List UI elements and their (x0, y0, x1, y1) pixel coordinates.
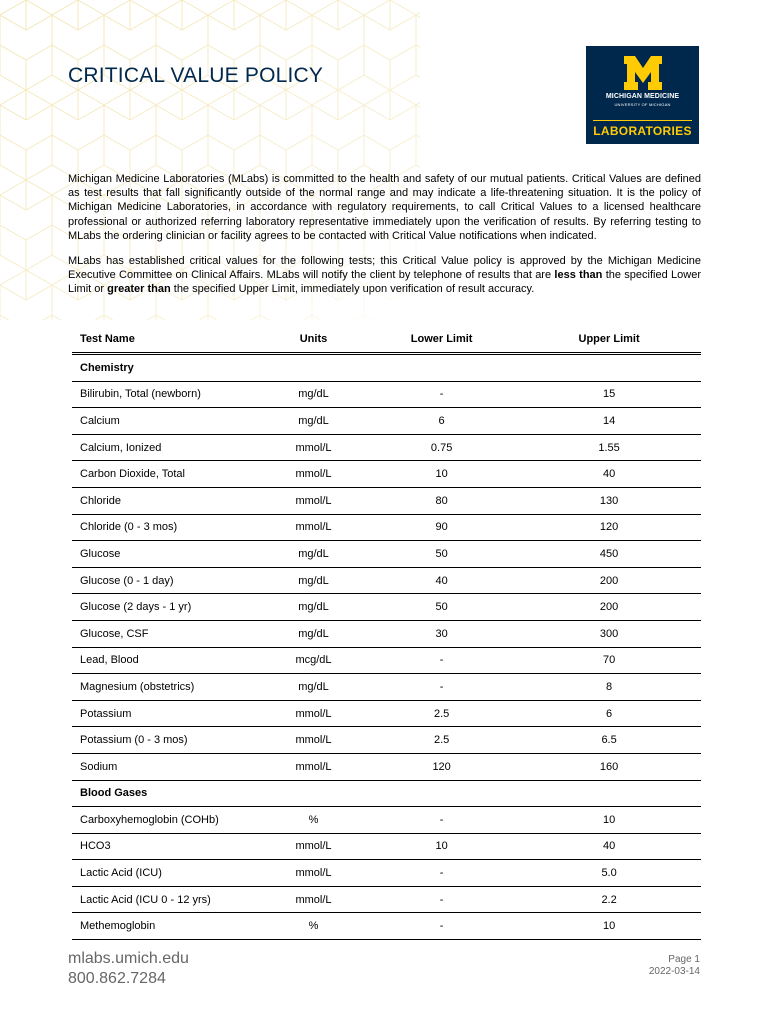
table-row (72, 514, 701, 541)
table-row (72, 487, 701, 514)
cell-units: mmol/L (261, 434, 366, 461)
logo-name: MICHIGAN MEDICINE (605, 93, 680, 100)
table-row (72, 567, 701, 594)
cell-upper-limit: 15 (517, 381, 701, 408)
cell-test-name: Calcium, Ionized (72, 434, 261, 461)
cell-test-name: Calcium (72, 408, 261, 435)
cell-units: mmol/L (261, 833, 366, 860)
cell-upper-limit: 70 (517, 647, 701, 674)
table-row (72, 913, 701, 940)
section-title: Blood Gases (72, 780, 701, 807)
policy-greater-than: greater than (107, 283, 171, 296)
cell-lower-limit: - (366, 860, 517, 887)
table-row (72, 886, 701, 913)
cell-test-name: Chloride (72, 487, 261, 514)
cell-upper-limit: 40 (517, 461, 701, 488)
table-row (72, 833, 701, 860)
section-row (72, 354, 701, 382)
cell-lower-limit: 50 (366, 594, 517, 621)
cell-test-name: Lactic Acid (ICU) (72, 860, 261, 887)
cell-upper-limit: 200 (517, 594, 701, 621)
cell-units: % (261, 913, 366, 940)
cell-lower-limit: - (366, 913, 517, 940)
table-row (72, 807, 701, 834)
cell-units: mmol/L (261, 753, 366, 780)
cell-lower-limit: 2.5 (366, 700, 517, 727)
section-title: Chemistry (72, 354, 701, 382)
cell-lower-limit: 10 (366, 833, 517, 860)
cell-lower-limit: - (366, 807, 517, 834)
block-m-icon (622, 56, 664, 90)
document-date: 2022-03-14 (648, 966, 700, 977)
table-row (72, 753, 701, 780)
cell-units: mmol/L (261, 700, 366, 727)
table-row (72, 860, 701, 887)
policy-less-than: less than (554, 269, 603, 282)
cell-test-name: Potassium (0 - 3 mos) (72, 727, 261, 754)
page-number: Page 1 (668, 954, 700, 965)
table-row (72, 461, 701, 488)
cell-upper-limit: 10 (517, 807, 701, 834)
table-row (72, 594, 701, 621)
cell-upper-limit: 2.2 (517, 886, 701, 913)
header-units: Units (261, 325, 366, 354)
cell-upper-limit: 130 (517, 487, 701, 514)
table-row (72, 674, 701, 701)
cell-lower-limit: 120 (366, 753, 517, 780)
footer-url[interactable]: mlabs.umich.edu (68, 950, 189, 967)
header-upper-limit: Upper Limit (517, 325, 701, 354)
logo-department: LABORATORIES (593, 124, 692, 138)
cell-upper-limit: 450 (517, 541, 701, 568)
policy-paragraph (68, 254, 701, 297)
cell-test-name: Glucose (2 days - 1 yr) (72, 594, 261, 621)
header-test-name: Test Name (72, 325, 261, 354)
policy-text-c: the specified Upper Limit, immediately upon verification of result accuracy. (170, 283, 535, 296)
footer-phone: 800.862.7284 (68, 970, 166, 987)
cell-test-name: Glucose, CSF (72, 620, 261, 647)
cell-test-name: Carbon Dioxide, Total (72, 461, 261, 488)
cell-upper-limit: 200 (517, 567, 701, 594)
cell-upper-limit: 10 (517, 913, 701, 940)
cell-lower-limit: - (366, 647, 517, 674)
cell-units: mmol/L (261, 886, 366, 913)
cell-lower-limit: 40 (366, 567, 517, 594)
table-row (72, 434, 701, 461)
cell-lower-limit: 90 (366, 514, 517, 541)
critical-values-table (72, 325, 701, 940)
cell-upper-limit: 14 (517, 408, 701, 435)
table-header-row (72, 325, 701, 354)
cell-units: mg/dL (261, 541, 366, 568)
cell-test-name: Chloride (0 - 3 mos) (72, 514, 261, 541)
policy-text-a: MLabs has established critical values for the following tests; this Critical Value policy is approved by the Michigan Medicine Executive Committee on Clinical Affairs. MLabs will notify the client by telephone of results that are (68, 255, 701, 282)
cell-test-name: Lactic Acid (ICU 0 - 12 yrs) (72, 886, 261, 913)
table-row (72, 541, 701, 568)
cell-units: mcg/dL (261, 647, 366, 674)
cell-upper-limit: 120 (517, 514, 701, 541)
cell-lower-limit: 50 (366, 541, 517, 568)
intro-paragraph: Michigan Medicine Laboratories (MLabs) is committed to the health and safety of our mutual patients. Critical Values are defined as test results that fall significantly outside of the normal range and may indicate a life-threatening situation. It is the policy of Michigan Medicine Laboratories, in accordance with regulatory requirements, to call Critical Values to a licensed healthcare professional or authorized referring laboratory representative immediately upon the verification of results. By referring testing to MLabs the ordering clinician or facility agrees to be contacted with Critical Value notifications when indicated. (68, 173, 701, 242)
cell-lower-limit: - (366, 381, 517, 408)
cell-test-name: Glucose (0 - 1 day) (72, 567, 261, 594)
cell-upper-limit: 6.5 (517, 727, 701, 754)
table-body (72, 354, 701, 940)
cell-units: mg/dL (261, 381, 366, 408)
michigan-medicine-logo (586, 46, 699, 144)
table-row (72, 620, 701, 647)
cell-upper-limit: 40 (517, 833, 701, 860)
cell-units: mmol/L (261, 461, 366, 488)
cell-upper-limit: 1.55 (517, 434, 701, 461)
logo-divider (593, 120, 692, 121)
logo-subtitle: UNIVERSITY OF MICHIGAN (614, 102, 671, 107)
cell-upper-limit: 8 (517, 674, 701, 701)
section-row (72, 780, 701, 807)
cell-lower-limit: - (366, 674, 517, 701)
cell-lower-limit: 30 (366, 620, 517, 647)
table-row (72, 381, 701, 408)
cell-units: mg/dL (261, 408, 366, 435)
cell-lower-limit: 0.75 (366, 434, 517, 461)
cell-upper-limit: 6 (517, 700, 701, 727)
cell-upper-limit: 160 (517, 753, 701, 780)
cell-lower-limit: - (366, 886, 517, 913)
cell-test-name: Methemoglobin (72, 913, 261, 940)
cell-test-name: Bilirubin, Total (newborn) (72, 381, 261, 408)
cell-upper-limit: 5.0 (517, 860, 701, 887)
cell-test-name: Glucose (72, 541, 261, 568)
table-row (72, 727, 701, 754)
cell-units: mmol/L (261, 514, 366, 541)
cell-lower-limit: 10 (366, 461, 517, 488)
cell-test-name: HCO3 (72, 833, 261, 860)
cell-units: mg/dL (261, 567, 366, 594)
cell-test-name: Lead, Blood (72, 647, 261, 674)
cell-lower-limit: 2.5 (366, 727, 517, 754)
cell-test-name: Magnesium (obstetrics) (72, 674, 261, 701)
table-row (72, 700, 701, 727)
cell-units: % (261, 807, 366, 834)
cell-upper-limit: 300 (517, 620, 701, 647)
cell-units: mg/dL (261, 594, 366, 621)
page-title: CRITICAL VALUE POLICY (68, 64, 324, 87)
cell-units: mg/dL (261, 674, 366, 701)
cell-test-name: Potassium (72, 700, 261, 727)
header-lower-limit: Lower Limit (366, 325, 517, 354)
cell-units: mmol/L (261, 487, 366, 514)
cell-units: mg/dL (261, 620, 366, 647)
cell-units: mmol/L (261, 727, 366, 754)
cell-lower-limit: 80 (366, 487, 517, 514)
table-row (72, 408, 701, 435)
policy-text-b: the specified Lower Limit or (68, 269, 701, 296)
cell-test-name: Carboxyhemoglobin (COHb) (72, 807, 261, 834)
cell-lower-limit: 6 (366, 408, 517, 435)
cell-units: mmol/L (261, 860, 366, 887)
table-row (72, 647, 701, 674)
cell-test-name: Sodium (72, 753, 261, 780)
